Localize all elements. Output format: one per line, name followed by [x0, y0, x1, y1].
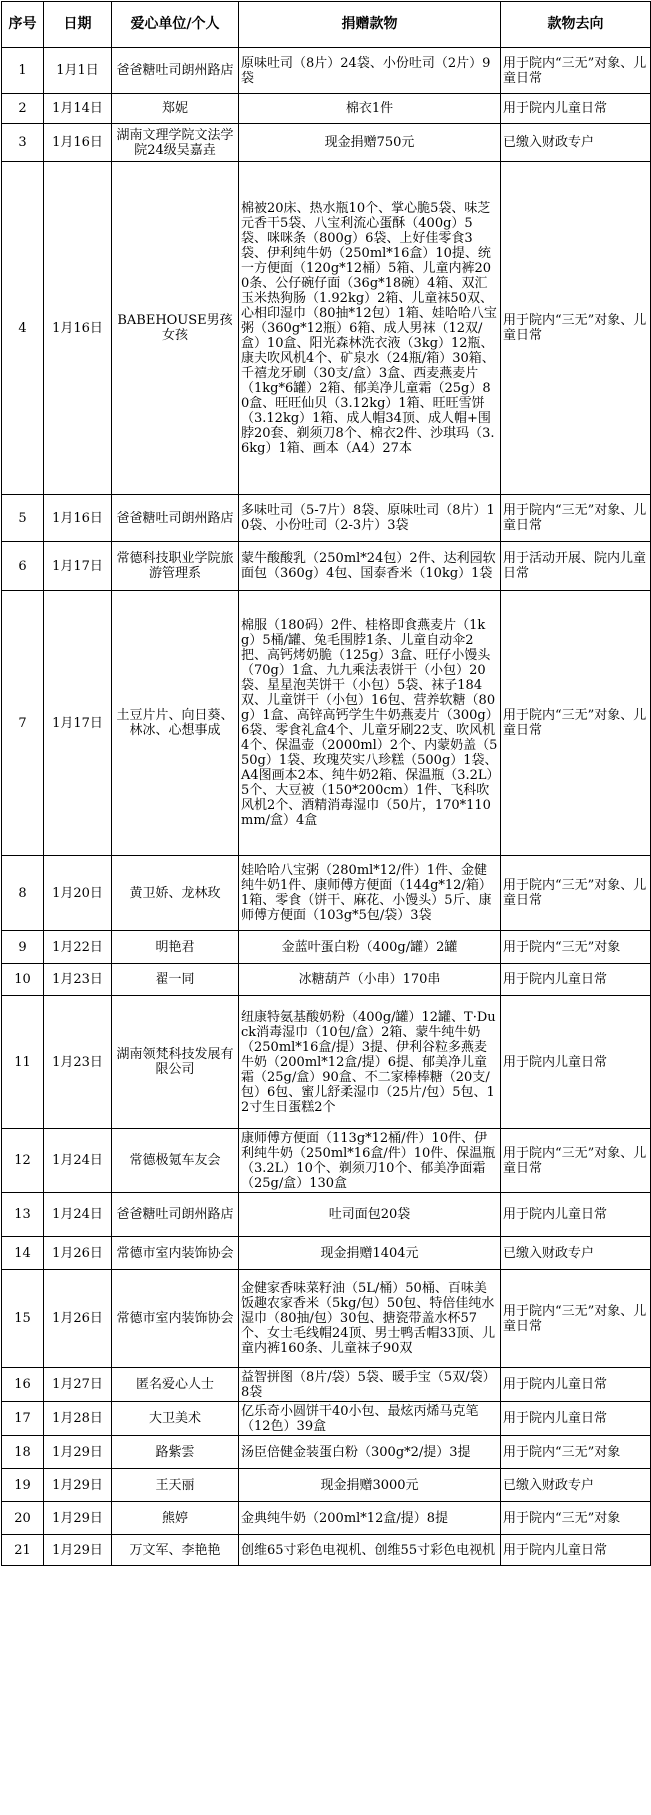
row-donor: 明艳君 [112, 931, 239, 964]
table-row [2, 542, 651, 591]
row-date: 1月26日 [44, 1270, 112, 1368]
row-items: 棉被20床、热水瓶10个、掌心脆5袋、味芝元香干5袋、八宝利流心蛋酥（400g）5袋、咪咪条（800g）6袋、上好佳零食3袋、伊利纯牛奶（250ml*16盒）10提、统一方便面（120g*12桶）5箱、儿童内裤200条、公仔碗仔面（36g*18碗）4箱、双汇玉米热狗肠（1.92kg）2箱、儿童袜50双、心相印湿巾（80抽*12包）1箱、娃哈哈八宝粥（360g*12瓶）6箱、成人男袜（12双/盒）10盒、阳光森林洗衣液（3kg）12瓶、康夫吹风机4个、矿泉水（24瓶/箱）30箱、千禧龙牙刷（30支/盒）3盒、西麦燕麦片（1kg*6罐）2箱、郁美净儿童霜（25g）80盒、旺旺仙贝（3.12kg）1箱、旺旺雪饼（3.12kg）1箱、成人帽34顶、成人帽+围脖20套、剃须刀8个、棉衣2件、沙琪玛（3.6kg）1箱、画本（A4）27本 [239, 162, 501, 495]
row-items: 金健家香味菜籽油（5L/桶）50桶、百味美饭趣农家香米（5kg/包）50包、特倍佳纯水湿巾（80抽/包）30包、搪瓷带盖水杯57个、女士毛线帽24顶、男士鸭舌帽33顶、儿童内裤160条、儿童袜子90双 [239, 1270, 501, 1368]
row-items: 蒙牛酸酸乳（250ml*24包）2件、达利园软面包（360g）4包、国泰香米（10kg）1袋 [239, 542, 501, 591]
row-date: 1月29日 [44, 1469, 112, 1502]
row-number: 5 [2, 495, 44, 542]
table-row [2, 94, 651, 124]
row-items: 汤臣倍健金装蛋白粉（300g*2/提）3提 [239, 1436, 501, 1469]
table-body [2, 48, 651, 1566]
header-no: 序号 [2, 2, 44, 48]
header-destination: 款物去向 [501, 2, 651, 48]
row-destination: 用于院内儿童日常 [501, 996, 651, 1129]
row-number: 21 [2, 1535, 44, 1566]
row-number: 7 [2, 591, 44, 856]
row-date: 1月24日 [44, 1129, 112, 1193]
table-row [2, 1436, 651, 1469]
table-row [2, 162, 651, 495]
table-row [2, 1469, 651, 1502]
row-destination: 用于院内“三无”对象、儿童日常 [501, 495, 651, 542]
row-donor: 万文军、李艳艳 [112, 1535, 239, 1566]
row-donor: 常德市室内装饰协会 [112, 1237, 239, 1270]
row-number: 3 [2, 124, 44, 162]
row-date: 1月20日 [44, 856, 112, 931]
row-donor: 熊婷 [112, 1502, 239, 1535]
row-donor: 郑妮 [112, 94, 239, 124]
row-donor: 大卫美术 [112, 1402, 239, 1436]
row-items: 康师傅方便面（113g*12桶/件）10件、伊利纯牛奶（250ml*16盒/件）10件、保温瓶（3.2L）10个、剃须刀10个、郁美净面霜（25g/盒）130盒 [239, 1129, 501, 1193]
row-donor: 路紫雲 [112, 1436, 239, 1469]
row-destination: 用于院内“三无”对象、儿童日常 [501, 48, 651, 94]
row-donor: 常德市室内装饰协会 [112, 1270, 239, 1368]
row-destination: 已缴入财政专户 [501, 124, 651, 162]
table-row [2, 964, 651, 996]
table-row [2, 1270, 651, 1368]
table-row [2, 1193, 651, 1237]
row-date: 1月16日 [44, 124, 112, 162]
row-items: 益智拼图（8片/袋）5袋、暖手宝（5双/袋）8袋 [239, 1368, 501, 1402]
row-donor: 湖南领梵科技发展有限公司 [112, 996, 239, 1129]
row-date: 1月14日 [44, 94, 112, 124]
row-date: 1月23日 [44, 996, 112, 1129]
table-row [2, 124, 651, 162]
row-donor: 土豆片片、向日葵、林冰、心想事成 [112, 591, 239, 856]
row-items: 吐司面包20袋 [239, 1193, 501, 1237]
row-date: 1月17日 [44, 542, 112, 591]
header-row [2, 2, 651, 48]
row-donor: 爸爸糖吐司朗州路店 [112, 48, 239, 94]
row-destination: 用于活动开展、院内儿童日常 [501, 542, 651, 591]
row-number: 20 [2, 1502, 44, 1535]
row-donor: BABEHOUSE男孩女孩 [112, 162, 239, 495]
table-row [2, 931, 651, 964]
row-date: 1月1日 [44, 48, 112, 94]
row-destination: 用于院内“三无”对象 [501, 1436, 651, 1469]
row-donor: 爸爸糖吐司朗州路店 [112, 1193, 239, 1237]
row-items: 现金捐赠1404元 [239, 1237, 501, 1270]
row-donor: 常德科技职业学院旅游管理系 [112, 542, 239, 591]
row-date: 1月28日 [44, 1402, 112, 1436]
row-destination: 用于院内“三无”对象、儿童日常 [501, 162, 651, 495]
row-number: 4 [2, 162, 44, 495]
header-date: 日期 [44, 2, 112, 48]
row-donor: 黄卫娇、龙林玫 [112, 856, 239, 931]
row-number: 2 [2, 94, 44, 124]
row-date: 1月17日 [44, 591, 112, 856]
row-destination: 已缴入财政专户 [501, 1469, 651, 1502]
row-date: 1月27日 [44, 1368, 112, 1402]
row-donor: 翟一同 [112, 964, 239, 996]
row-items: 棉服（180码）2件、桂格即食燕麦片（1kg）5桶/罐、兔毛围脖1条、儿童自动伞2把、高钙烤奶脆（125g）3盒、旺仔小馒头（70g）1盒、九九乘法表饼干（小包）20袋、星星泡芙饼干（小包）5袋、袜子184双、儿童饼干（小包）16包、营养软糖（80g）1盒、高锌高钙学生牛奶燕麦片（300g）6袋、零食礼盒4个、儿童牙刷22支、吹风机4个、保温壶（2000ml）2个、内蒙奶盖（550g）1袋、玫瑰芡实八珍糕（500g）1袋、A4图画本2本、纯牛奶2箱、保温瓶（3.2L）5个、大豆被（150*200cm）1件、飞科吹风机2个、酒精消毒湿巾（50片，170*110mm/盒）4盒 [239, 591, 501, 856]
row-items: 冰糖葫芦（小串）170串 [239, 964, 501, 996]
row-destination: 用于院内儿童日常 [501, 94, 651, 124]
row-date: 1月29日 [44, 1502, 112, 1535]
table-row [2, 856, 651, 931]
row-donor: 爸爸糖吐司朗州路店 [112, 495, 239, 542]
row-number: 19 [2, 1469, 44, 1502]
table-row [2, 48, 651, 94]
row-items: 娃哈哈八宝粥（280ml*12/件）1件、金健纯牛奶1件、康师傅方便面（144g*12/箱）1箱、零食（饼干、麻花、小馒头）5斤、康师傅方便面（103g*5包/袋）3袋 [239, 856, 501, 931]
row-destination: 用于院内儿童日常 [501, 1368, 651, 1402]
row-donor: 常德极氪车友会 [112, 1129, 239, 1193]
header-items: 捐赠款物 [239, 2, 501, 48]
row-date: 1月16日 [44, 495, 112, 542]
table-row [2, 1502, 651, 1535]
row-number: 18 [2, 1436, 44, 1469]
row-items: 棉衣1件 [239, 94, 501, 124]
row-number: 1 [2, 48, 44, 94]
row-donor: 王天丽 [112, 1469, 239, 1502]
table-row [2, 495, 651, 542]
row-donor: 湖南文理学院文法学院24级吴嘉垚 [112, 124, 239, 162]
row-date: 1月24日 [44, 1193, 112, 1237]
row-destination: 用于院内儿童日常 [501, 1193, 651, 1237]
row-items: 亿乐奇小圆饼干40小包、最炫丙烯马克笔（12色）39盒 [239, 1402, 501, 1436]
header-donor: 爱心单位/个人 [112, 2, 239, 48]
row-destination: 用于院内“三无”对象 [501, 1502, 651, 1535]
row-number: 16 [2, 1368, 44, 1402]
row-number: 15 [2, 1270, 44, 1368]
row-date: 1月22日 [44, 931, 112, 964]
row-destination: 用于院内“三无”对象 [501, 931, 651, 964]
row-donor: 匿名爱心人士 [112, 1368, 239, 1402]
row-items: 现金捐赠3000元 [239, 1469, 501, 1502]
row-destination: 用于院内儿童日常 [501, 964, 651, 996]
row-number: 12 [2, 1129, 44, 1193]
row-destination: 用于院内儿童日常 [501, 1535, 651, 1566]
row-items: 纽康特氨基酸奶粉（400g/罐）12罐、T·Duck消毒湿巾（10包/盒）2箱、蒙牛纯牛奶（250ml*16盒/提）3提、伊利谷粒多燕麦牛奶（200ml*12盒/提）6提、郁美净儿童霜（25g/盒）90盒、不二家棒棒糖（20支/包）6包、蜜儿舒柔湿巾（25片/包）5包、12寸生日蛋糕2个 [239, 996, 501, 1129]
row-number: 6 [2, 542, 44, 591]
row-items: 金蓝叶蛋白粉（400g/罐）2罐 [239, 931, 501, 964]
row-number: 17 [2, 1402, 44, 1436]
table-row [2, 1237, 651, 1270]
row-items: 现金捐赠750元 [239, 124, 501, 162]
table-row [2, 591, 651, 856]
row-number: 9 [2, 931, 44, 964]
row-number: 10 [2, 964, 44, 996]
table-row [2, 1402, 651, 1436]
table-row [2, 1129, 651, 1193]
row-date: 1月23日 [44, 964, 112, 996]
table-row [2, 1368, 651, 1402]
row-items: 原味吐司（8片）24袋、小份吐司（2片）9袋 [239, 48, 501, 94]
row-destination: 用于院内“三无”对象、儿童日常 [501, 1270, 651, 1368]
table-row [2, 1535, 651, 1566]
row-number: 13 [2, 1193, 44, 1237]
row-date: 1月29日 [44, 1535, 112, 1566]
row-destination: 用于院内“三无”对象、儿童日常 [501, 1129, 651, 1193]
row-number: 8 [2, 856, 44, 931]
row-items: 创维65寸彩色电视机、创维55寸彩色电视机 [239, 1535, 501, 1566]
row-destination: 用于院内“三无”对象、儿童日常 [501, 591, 651, 856]
row-date: 1月29日 [44, 1436, 112, 1469]
row-destination: 用于院内儿童日常 [501, 1402, 651, 1436]
row-number: 14 [2, 1237, 44, 1270]
donation-table [1, 1, 651, 1566]
row-date: 1月16日 [44, 162, 112, 495]
row-date: 1月26日 [44, 1237, 112, 1270]
row-destination: 用于院内“三无”对象、儿童日常 [501, 856, 651, 931]
row-destination: 已缴入财政专户 [501, 1237, 651, 1270]
row-items: 多味吐司（5-7片）8袋、原味吐司（8片）10袋、小份吐司（2-3片）3袋 [239, 495, 501, 542]
row-items: 金典纯牛奶（200ml*12盒/提）8提 [239, 1502, 501, 1535]
table-row [2, 996, 651, 1129]
row-number: 11 [2, 996, 44, 1129]
